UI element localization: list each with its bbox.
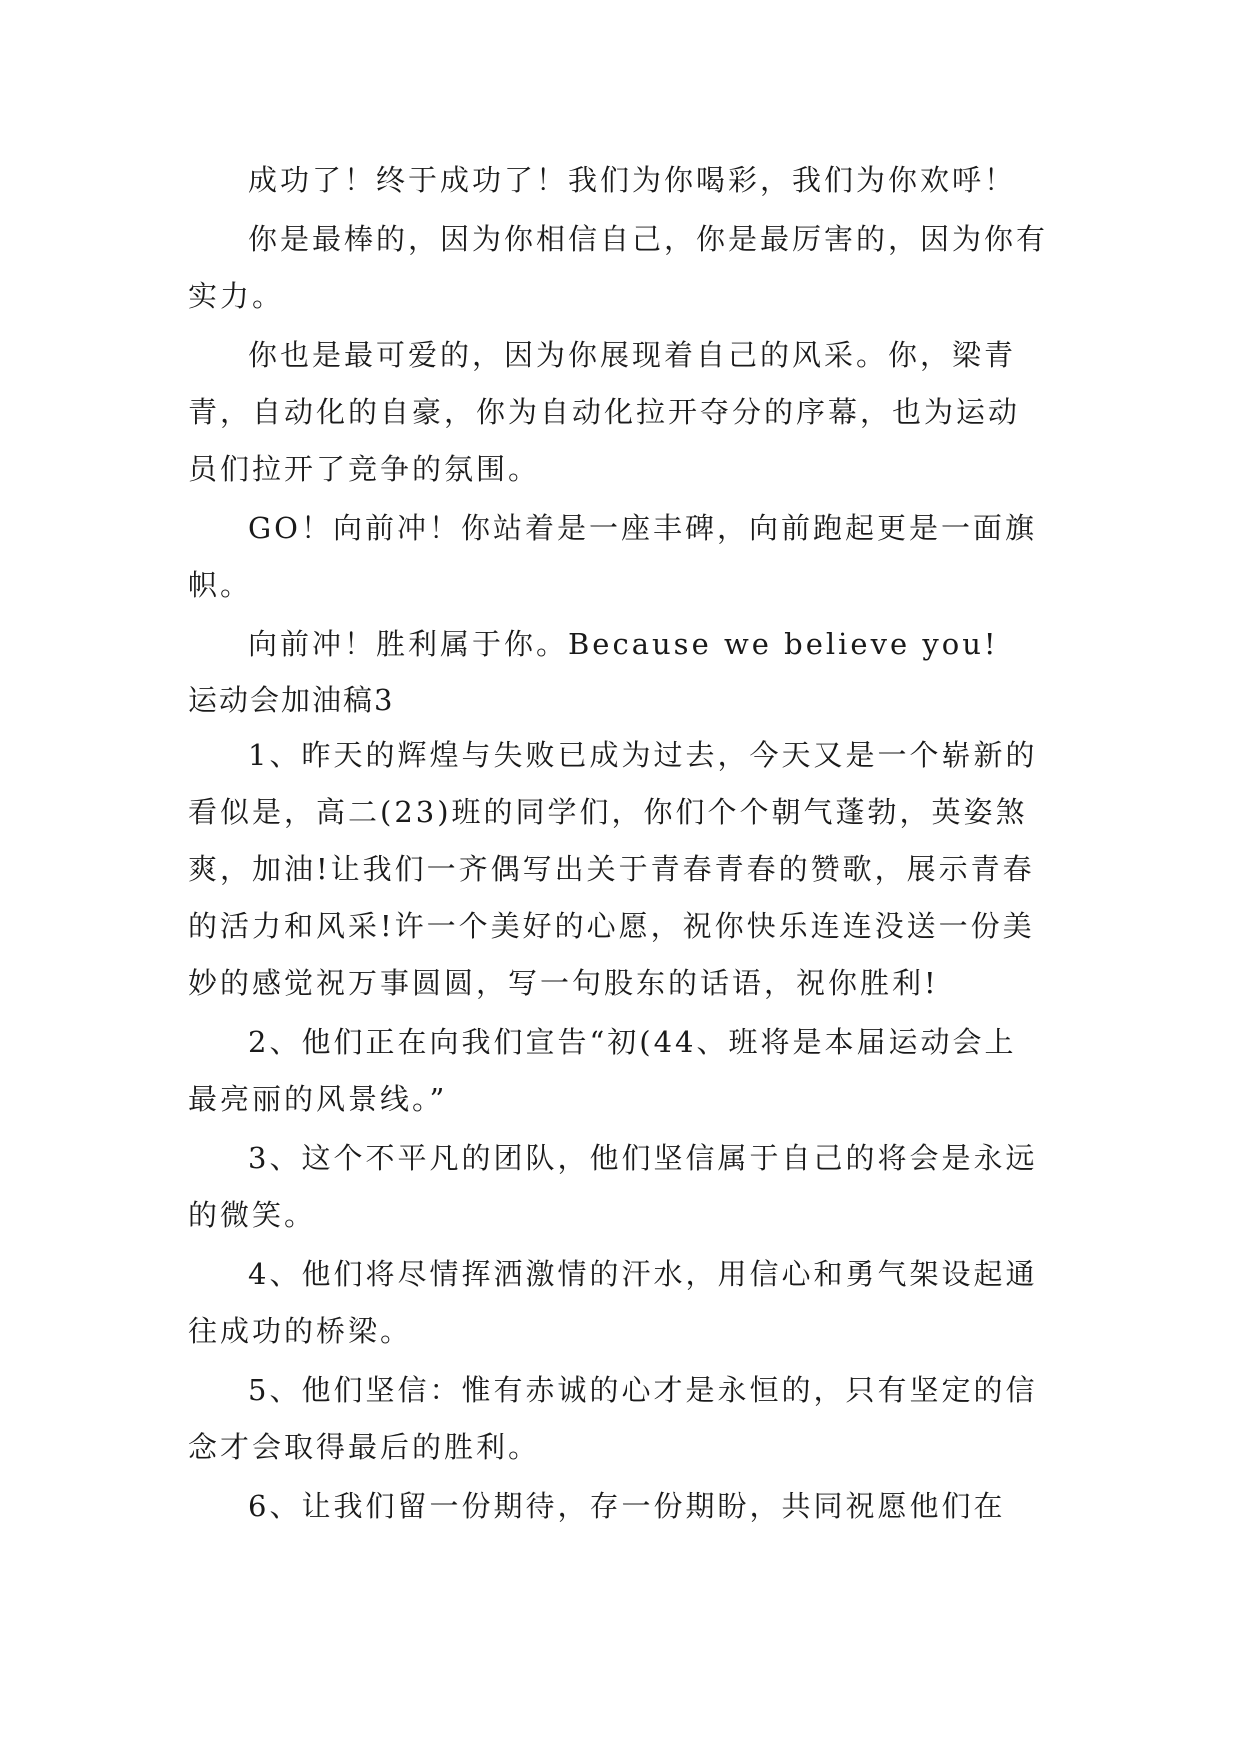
paragraph-4: GO！向前冲！你站着是一座丰碑，向前跑起更是一面旗帜。 xyxy=(188,511,1037,602)
paragraph-1: 成功了！终于成功了！我们为你喝彩，我们为你欢呼！ xyxy=(248,163,1017,197)
paragraph-3: 你也是最可爱的，因为你展现着自己的风采。你，梁青青，自动化的自豪，你为自动化拉开夺分的序幕，也为运动员们拉开了竞争的氛围。 xyxy=(188,338,1021,486)
list-item-2: 2、他们正在向我们宣告“初(44、班将是本届运动会上最亮丽的风景线。” xyxy=(188,1025,1017,1116)
list-item-6: 6、让我们留一份期待，存一份期盼，共同祝愿他们在 xyxy=(248,1489,1006,1523)
document-body xyxy=(188,152,1048,1535)
paragraph-5: 向前冲！胜利属于你。Because we believe you! xyxy=(248,627,999,661)
list-item-5: 5、他们坚信：惟有赤诚的心才是永恒的，只有坚定的信念才会取得最后的胜利。 xyxy=(188,1373,1038,1464)
list-item-3: 3、这个不平凡的团队，他们坚信属于自己的将会是永远的微笑。 xyxy=(188,1141,1038,1232)
list-item-4: 4、他们将尽情挥洒激情的汗水，用信心和勇气架设起通往成功的桥梁。 xyxy=(188,1257,1038,1348)
list-item-1: 1、昨天的辉煌与失败已成为过去，今天又是一个崭新的看似是，高二(23)班的同学们，你们个个朝气蓬勃，英姿煞爽，加油!让我们一齐偶写出关于青春青春的赞歌，展示青春的活力和风采!许一个美好的心愿，祝你快乐连连没送一份美妙的感觉祝万事圆圆，写一句股东的话语，祝你胜利! xyxy=(188,738,1038,1000)
paragraph-2: 你是最棒的，因为你相信自己，你是最厉害的，因为你有实力。 xyxy=(188,222,1049,313)
section-title: 运动会加油稿3 xyxy=(188,683,395,717)
